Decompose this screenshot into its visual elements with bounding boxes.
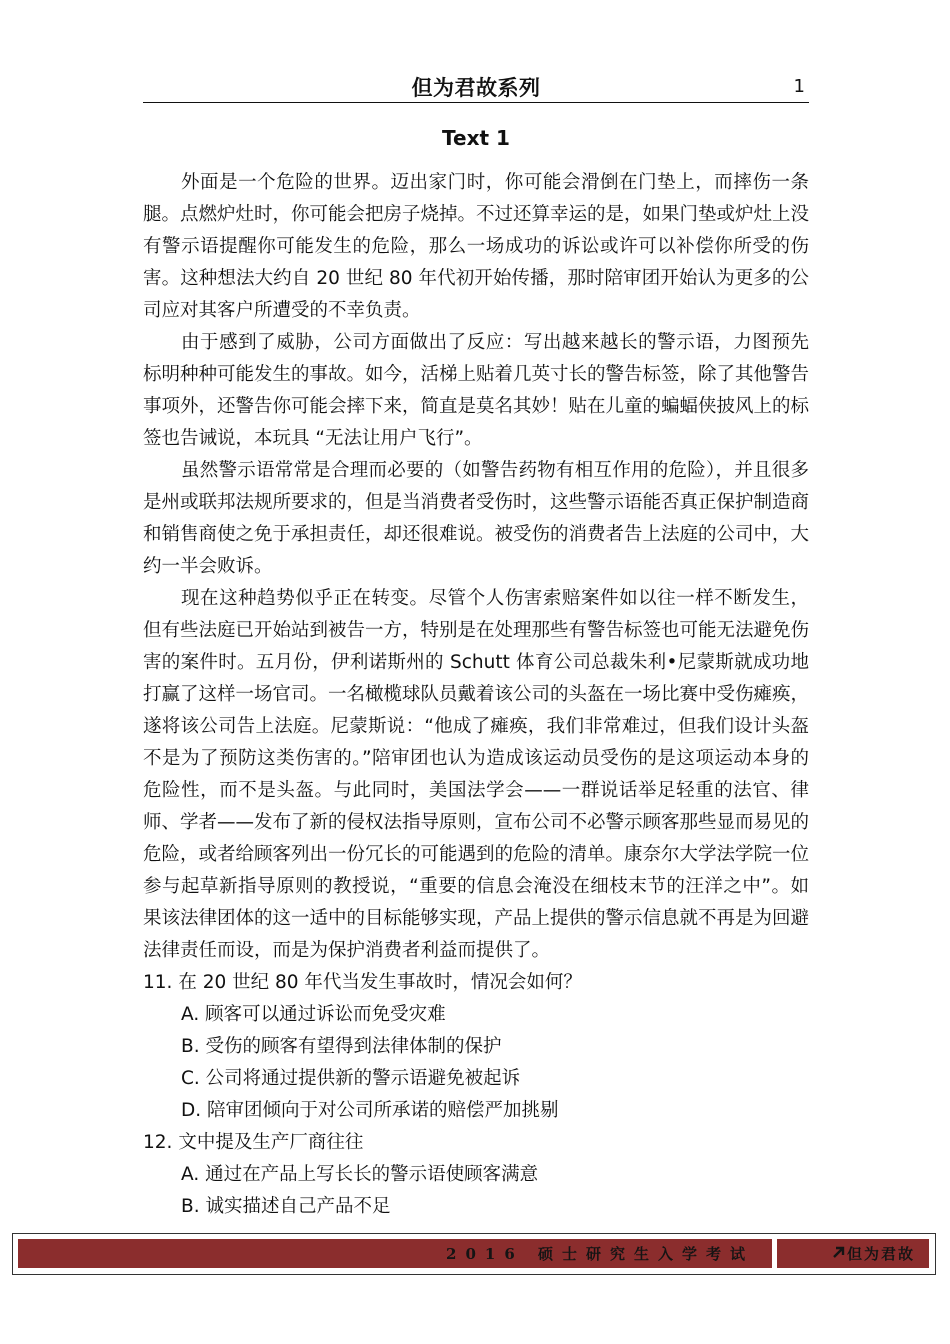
page-footer <box>12 1233 936 1275</box>
question-option: C. 公司将通过提供新的警示语避免被起诉 <box>181 1068 521 1089</box>
question-option: A. 顾客可以通过诉讼而免受灾难 <box>181 1004 446 1025</box>
question-number: 11. <box>143 972 173 993</box>
footer-exam-bar <box>18 1239 772 1268</box>
question-option: A. 通过在产品上写长长的警示语使顾客满意 <box>181 1164 539 1185</box>
question-option: D. 陪审团倾向于对公司所承诺的赔偿严加挑剔 <box>181 1100 559 1121</box>
document-body <box>143 167 809 1223</box>
question-number: 12. <box>143 1132 173 1153</box>
footer-brand <box>832 1243 915 1264</box>
question-12 <box>143 1127 809 1159</box>
question-option: B. 诚实描述自己产品不足 <box>181 1196 391 1217</box>
header-title: 但为君故系列 <box>411 76 541 100</box>
paragraph: 由于感到了威胁，公司方面做出了反应：写出越来越长的警示语，力图预先标明种种可能发生的事故。如今，活梯上贴着几英寸长的警告标签，除了其他警告事项外，还警告你可能会摔下来，简直是莫名其妙！贴在儿童的蝙蝠侠披风上的标签也告诫说，本玩具 “无法让用户飞行”。 <box>143 332 810 449</box>
text-title: Text 1 <box>442 126 510 150</box>
page-number: 1 <box>793 76 805 97</box>
footer-exam-label: 2016 硕士研究生入学考试 <box>446 1245 754 1263</box>
question-11 <box>143 967 809 999</box>
paragraph: 现在这种趋势似乎正在转变。尽管个人伤害索赔案件如以往一样不断发生，但有些法庭已开始站到被告一方，特别是在处理那些有警告标签也可能无法避免伤害的案件时。五月份，伊利诺斯州的 Schutt 体育公司总裁朱利•尼蒙斯就成功地打赢了这样一场官司。一名橄榄球队员戴着该公司的头盔在一场比赛中受伤瘫痪，遂将该公司告上法庭。尼蒙斯说：“他成了瘫痪，我们非常难过，但我们设计头盔不是为了预防这类伤害的。”陪审团也认为造成该运动员受伤的是这项运动本身的危险性，而不是头盔。与此同时，美国法学会——一群说话举足轻重的法官、律师、学者——发布了新的侵权法指导原则，宣布公司不必警示顾客那些显而易见的危险，或者给顾客列出一份冗长的可能遇到的危险的清单。康奈尔大学法学院一位参与起草新指导原则的教授说，“重要的信息会淹没在细枝末节的汪洋之中”。如果该法律团体的这一适中的目标能够实现，产品上提供的警示信息就不再是为回避法律责任而设，而是为保护消费者利益而提供了。 <box>143 588 810 961</box>
question-stem: 在 20 世纪 80 年代当发生事故时，情况会如何？ <box>178 972 582 993</box>
paragraph: 虽然警示语常常是合理而必要的（如警告药物有相互作用的危险），并且很多是州或联邦法规所要求的，但是当消费者受伤时，这些警示语能否真正保护制造商和销售商使之免于承担责任，却还很难说。被受伤的消费者告上法庭的公司中，大约一半会败诉。 <box>143 460 810 577</box>
footer-brand-label: 但为君故 <box>846 1245 915 1263</box>
arrow-icon <box>832 1245 845 1263</box>
page-header <box>143 70 809 103</box>
question-option: B. 受伤的顾客有望得到法律体制的保护 <box>181 1036 502 1057</box>
paragraph: 外面是一个危险的世界。迈出家门时，你可能会滑倒在门垫上，而摔伤一条腿。点燃炉灶时，你可能会把房子烧掉。不过还算幸运的是，如果门垫或炉灶上没有警示语提醒你可能发生的危险，那么一场成功的诉讼或许可以补偿你所受的伤害。这种想法大约自 20 世纪 80 年代初开始传播，那时陪审团开始认为更多的公司应对其客户所遭受的不幸负责。 <box>143 172 810 321</box>
question-stem: 文中提及生产厂商往往 <box>178 1132 364 1153</box>
footer-brand-bar <box>777 1239 929 1268</box>
